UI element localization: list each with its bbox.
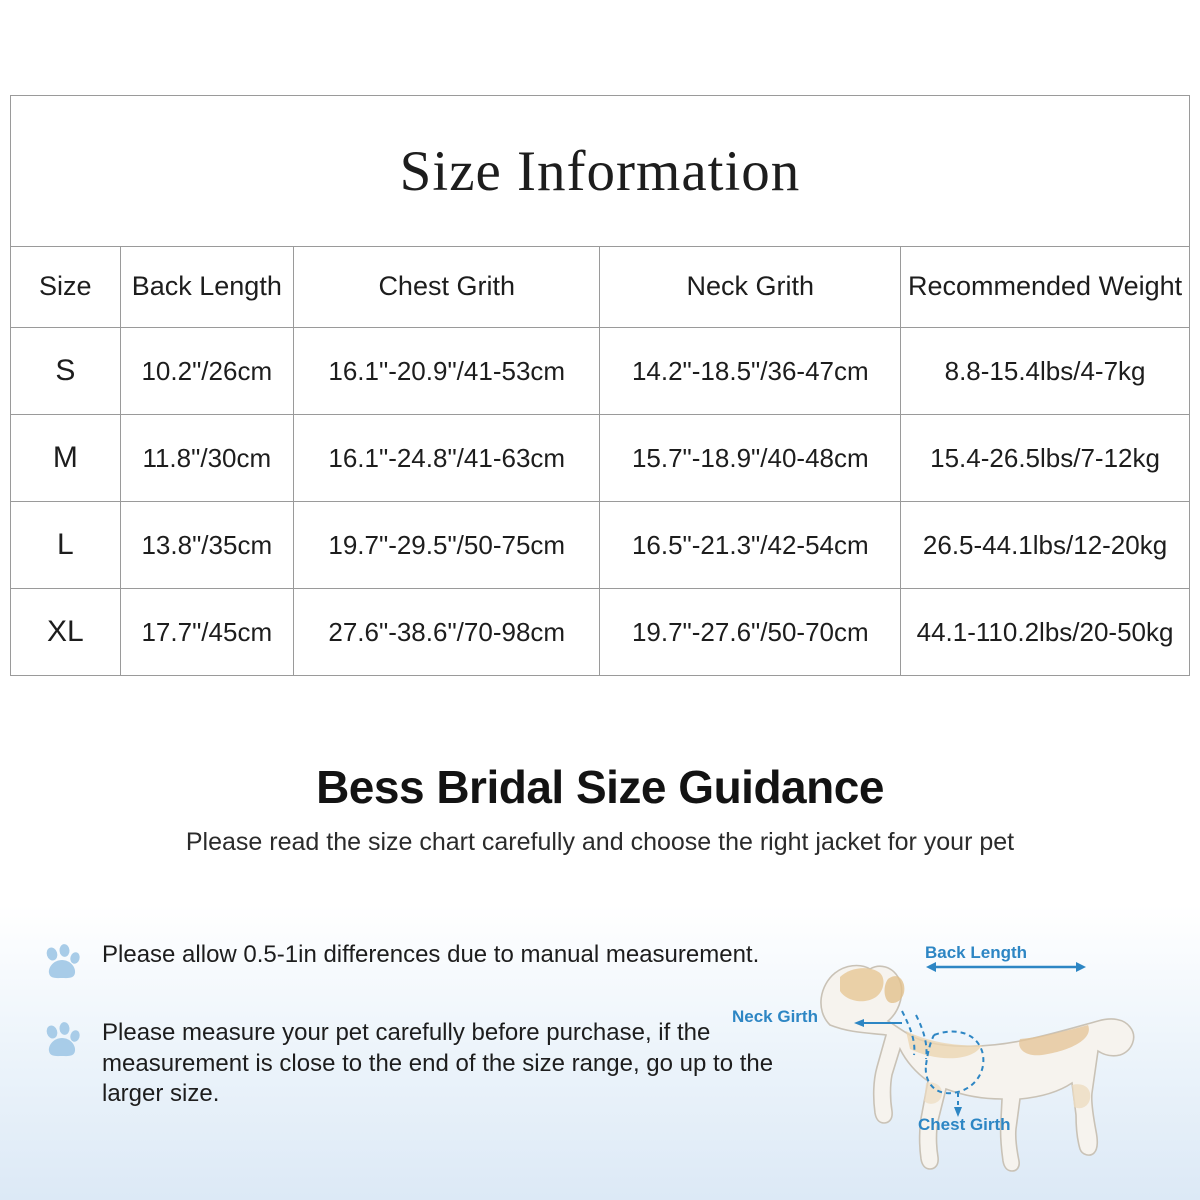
table-title: Size Information: [11, 96, 1190, 247]
cell-chest-girth: 19.7"-29.5"/50-75cm: [293, 502, 600, 589]
cell-back-length: 17.7"/45cm: [120, 589, 293, 676]
cell-back-length: 10.2"/26cm: [120, 328, 293, 415]
cell-size: M: [11, 415, 121, 502]
cell-chest-girth: 16.1"-20.9"/41-53cm: [293, 328, 600, 415]
cell-size: L: [11, 502, 121, 589]
cell-size: S: [11, 328, 121, 415]
table-row: [11, 502, 1190, 589]
cell-back-length: 11.8"/30cm: [120, 415, 293, 502]
list-item: [40, 940, 800, 984]
size-information-table-container: [10, 95, 1190, 676]
table-header-row: [11, 247, 1190, 328]
cell-neck-girth: 16.5"-21.3"/42-54cm: [600, 502, 901, 589]
list-item: [40, 1018, 800, 1110]
table-row: [11, 589, 1190, 676]
table-row: [11, 328, 1190, 415]
cell-size: XL: [11, 589, 121, 676]
table-title-row: [11, 96, 1190, 247]
list-item-label: Please measure your pet carefully before purchase, if the measurement is close to the end of the size range, go up to the larger size.: [102, 1019, 774, 1108]
dog-measurement-diagram: [720, 915, 1190, 1195]
column-header-recommended-weight: Recommended Weight: [901, 247, 1190, 328]
label-neck-girth: Neck Girth: [732, 1007, 818, 1026]
cell-back-length: 13.8"/35cm: [120, 502, 293, 589]
guidance-bullet-list: [40, 940, 800, 1144]
cell-neck-girth: 14.2"-18.5"/36-47cm: [600, 328, 901, 415]
column-header-size: Size: [11, 247, 121, 328]
cell-recommended-weight: 44.1-110.2lbs/20-50kg: [901, 589, 1190, 676]
cell-recommended-weight: 15.4-26.5lbs/7-12kg: [901, 415, 1190, 502]
list-item-label: Please allow 0.5-1in differences due to manual measurement.: [102, 941, 760, 968]
paw-print-icon: [40, 942, 82, 984]
size-information-table: [10, 95, 1190, 676]
table-row: [11, 415, 1190, 502]
cell-recommended-weight: 8.8-15.4lbs/4-7kg: [901, 328, 1190, 415]
label-back-length: Back Length: [925, 943, 1028, 962]
column-header-neck-girth: Neck Grith: [600, 247, 901, 328]
paw-print-icon: [40, 1020, 82, 1062]
column-header-chest-girth: Chest Grith: [293, 247, 600, 328]
guidance-heading: Bess Bridal Size Guidance: [316, 761, 884, 813]
cell-neck-girth: 19.7"-27.6"/50-70cm: [600, 589, 901, 676]
column-header-back-length: Back Length: [120, 247, 293, 328]
guidance-section: [0, 760, 1200, 857]
guidance-subtitle: Please read the size chart carefully and choose the right jacket for your pet: [185, 828, 1015, 856]
cell-chest-girth: 16.1"-24.8"/41-63cm: [293, 415, 600, 502]
cell-neck-girth: 15.7"-18.9"/40-48cm: [600, 415, 901, 502]
label-chest-girth: Chest Girth: [918, 1115, 1011, 1134]
cell-recommended-weight: 26.5-44.1lbs/12-20kg: [901, 502, 1190, 589]
cell-chest-girth: 27.6"-38.6"/70-98cm: [293, 589, 600, 676]
